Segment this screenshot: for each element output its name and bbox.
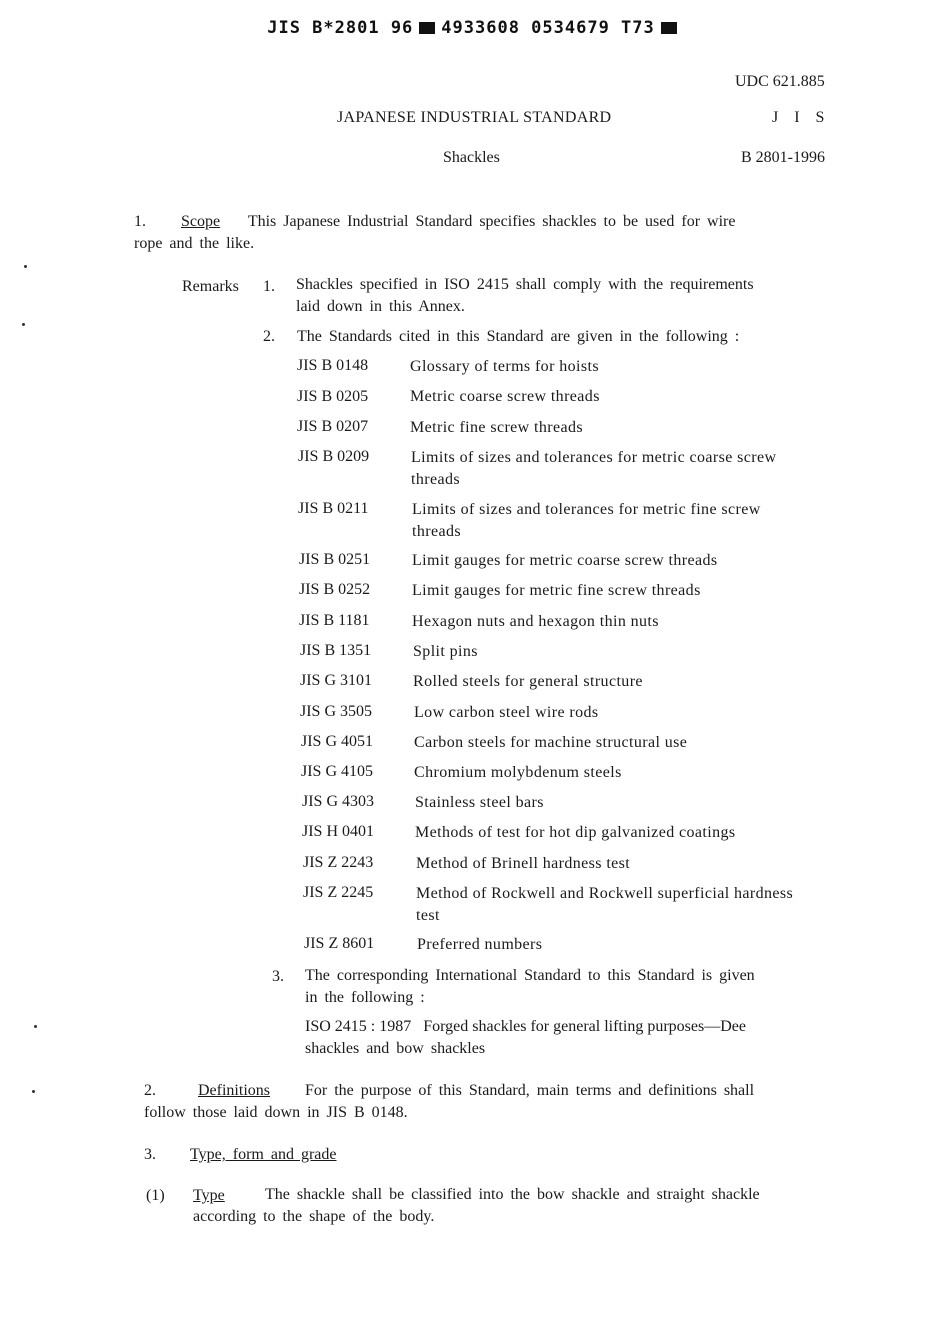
cited-standard-code: JIS B 0251 <box>299 551 371 568</box>
subsection-1-heading: Type <box>193 1187 225 1204</box>
standard-title: JAPANESE INDUSTRIAL STANDARD <box>337 109 612 126</box>
remarks-item3-iso-line2: shackles and bow shackles <box>305 1040 486 1057</box>
scan-speck <box>24 265 27 268</box>
cited-standard-code: JIS B 0205 <box>297 388 369 405</box>
cited-standard-title: Methods of test for hot dip galvanized coatings <box>415 824 736 841</box>
subsection-1-line1: The shackle shall be classified into the bow shackle and straight shackle <box>265 1186 760 1203</box>
cited-standard-code: JIS Z 8601 <box>304 935 375 952</box>
remarks-item1-line2: laid down in this Annex. <box>296 298 465 315</box>
cited-standard-code: JIS B 0148 <box>297 357 369 374</box>
cited-standard-title: Chromium molybdenum steels <box>414 764 622 781</box>
cited-standard-code: JIS B 0211 <box>298 500 369 517</box>
section-2-number: 2. <box>144 1082 156 1099</box>
cited-standard-code: JIS Z 2243 <box>303 854 374 871</box>
section-1-heading: Scope <box>181 213 221 230</box>
cited-standard-title: Limits of sizes and tolerances for metric fine screw <box>412 501 761 518</box>
cited-standard-title: Rolled steels for general structure <box>413 673 643 690</box>
remarks-item3-line2: in the following : <box>305 989 425 1006</box>
cited-standard-code: JIS B 0252 <box>299 581 371 598</box>
section-1-line1 <box>134 211 846 233</box>
cited-standard-title-cont: threads <box>412 523 462 540</box>
cited-standard-title: Stainless steel bars <box>415 794 544 811</box>
cited-standard-title: Low carbon steel wire rods <box>414 704 599 721</box>
cited-standard-code: JIS G 3101 <box>300 672 373 689</box>
udc-number: UDC 621.885 <box>735 73 825 90</box>
section-2-heading: Definitions <box>198 1082 270 1099</box>
cited-standard-title-cont: test <box>416 907 440 924</box>
cited-standard-code: JIS B 0209 <box>298 448 370 465</box>
section-1-text: This Japanese Industrial Standard specifies shackles to be used for wire <box>247 213 736 230</box>
scan-speck <box>22 323 25 326</box>
doc-title: Shackles <box>443 149 500 166</box>
header-code-part1: JIS B*2801 96 <box>267 18 414 38</box>
section-2-line2: follow those laid down in JIS B 0148. <box>144 1104 408 1121</box>
jis-letters: J I S <box>772 109 831 126</box>
cited-standard-code: JIS H 0401 <box>302 823 375 840</box>
subsection-1-line2: according to the shape of the body. <box>193 1208 435 1225</box>
cited-standard-code: JIS B 0207 <box>297 418 369 435</box>
subsection-1-number: (1) <box>146 1187 165 1204</box>
cited-standard-code: JIS G 4105 <box>301 763 374 780</box>
cited-standard-title: Limit gauges for metric coarse screw threads <box>412 552 718 569</box>
cited-standard-title: Hexagon nuts and hexagon thin nuts <box>412 613 659 630</box>
cited-standard-code: JIS G 3505 <box>300 703 373 720</box>
header-code-part2: 4933608 0534679 T73 <box>441 18 655 38</box>
section-3-heading: Type, form and grade <box>190 1146 337 1163</box>
remarks-item3-number: 3. <box>272 968 284 985</box>
cited-standard-title: Limits of sizes and tolerances for metric coarse screw <box>411 449 777 466</box>
cited-standard-title: Metric fine screw threads <box>410 419 584 436</box>
scan-speck <box>32 1090 35 1093</box>
cited-standard-title: Carbon steels for machine structural use <box>414 734 688 751</box>
doc-number: B 2801-1996 <box>741 149 825 166</box>
cited-standard-title: Method of Brinell hardness test <box>416 855 631 872</box>
section-3-number: 3. <box>144 1146 156 1163</box>
section-2-line1 <box>144 1080 856 1102</box>
cited-standard-title: Limit gauges for metric fine screw threads <box>412 582 701 599</box>
cited-standard-title: Split pins <box>413 643 478 660</box>
cited-standard-title-cont: threads <box>411 471 461 488</box>
cited-standard-code: JIS B 1351 <box>300 642 372 659</box>
remarks-item1-line1: Shackles specified in ISO 2415 shall comply with the requirements <box>296 276 754 293</box>
remarks-label: Remarks <box>182 278 239 295</box>
cited-standard-title: Method of Rockwell and Rockwell superficial hardness <box>416 885 794 902</box>
cited-standard-code: JIS G 4303 <box>302 793 375 810</box>
scan-speck <box>34 1025 37 1028</box>
header-code-line <box>0 18 950 38</box>
black-square-mark <box>419 22 435 34</box>
cited-standard-title: Metric coarse screw threads <box>410 388 600 405</box>
section-1-number: 1. <box>134 213 146 230</box>
remarks-item2-number: 2. <box>263 328 275 345</box>
section-1-line2: rope and the like. <box>134 235 255 252</box>
remarks-item1-number: 1. <box>263 278 275 295</box>
remarks-item2-line1: The Standards cited in this Standard are given in the following : <box>297 328 740 345</box>
cited-standard-title: Glossary of terms for hoists <box>410 358 599 375</box>
cited-standard-title: Preferred numbers <box>417 936 543 953</box>
remarks-item3-line1: The corresponding International Standard to this Standard is given <box>305 967 755 984</box>
cited-standard-code: JIS G 4051 <box>301 733 374 750</box>
cited-standard-code: JIS B 1181 <box>299 612 370 629</box>
black-square-mark <box>661 22 677 34</box>
section-2-text: For the purpose of this Standard, main terms and definitions shall <box>305 1082 755 1099</box>
remarks-item3-iso-line1: ISO 2415 : 1987 Forged shackles for general lifting purposes—Dee <box>305 1018 746 1035</box>
cited-standard-code: JIS Z 2245 <box>303 884 374 901</box>
